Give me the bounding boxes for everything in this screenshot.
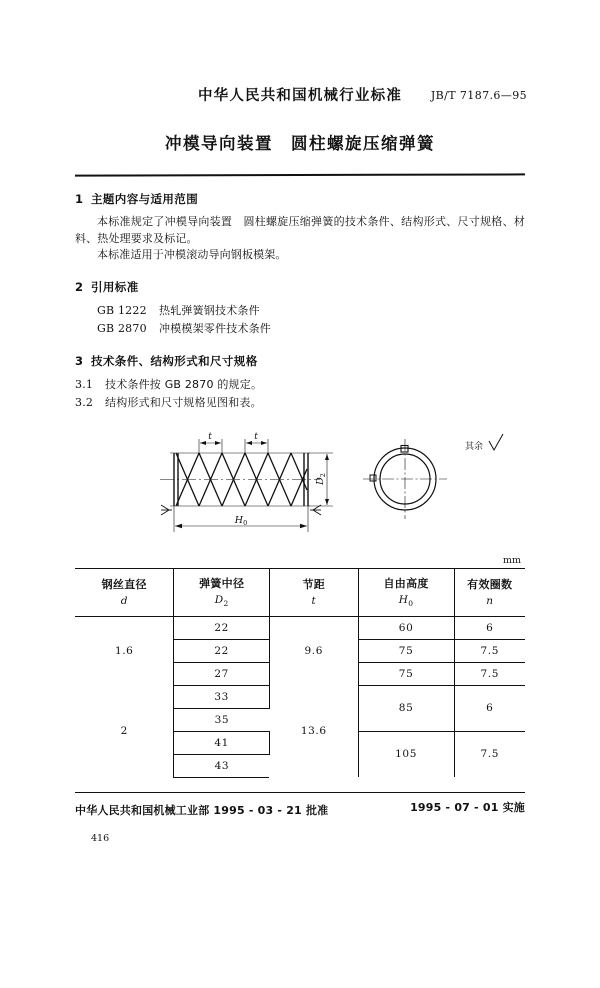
spring-figure xyxy=(75,427,525,545)
cell-free-height: 75 xyxy=(358,662,454,685)
section-3-number: 3 xyxy=(75,353,84,368)
clause-3-1 xyxy=(75,376,525,394)
cell-free-height: 85 xyxy=(358,685,454,731)
cell-active-coils: 7.5 xyxy=(454,639,525,662)
reference-item xyxy=(75,302,525,320)
section-1-number: 1 xyxy=(75,192,84,206)
svg-text:其余: 其余 xyxy=(465,442,484,453)
column-symbol-H0: $H_0$ xyxy=(398,594,414,609)
column-symbol-t: t xyxy=(311,595,317,608)
column-header-pitch: 节距 t xyxy=(269,569,358,616)
svg-text:t: t xyxy=(208,432,212,443)
cell-active-coils: 7.5 xyxy=(480,748,500,761)
cell-free-height: 60 xyxy=(358,616,454,639)
column-symbol-d: d xyxy=(120,595,128,608)
column-header-wire-diameter: 钢丝直径 d xyxy=(75,569,174,616)
table-row xyxy=(75,616,525,639)
cell-pitch: 9.6 xyxy=(269,616,358,685)
section-2-title: 引用标准 xyxy=(91,280,139,295)
reference-title: 冲模模架零件技术条件 xyxy=(159,321,271,335)
cell-mean-diameter: 22 xyxy=(174,639,270,662)
standard-number: JB/T 7187.6—95 xyxy=(430,89,527,102)
document-footer xyxy=(75,792,525,817)
cell-mean-diameter: 33 xyxy=(174,685,270,708)
table-header xyxy=(75,569,525,616)
reference-title: 热轧弹簧钢技术条件 xyxy=(159,304,260,318)
cell-active-coils: 6 xyxy=(454,616,525,639)
cell-mean-diameter: 22 xyxy=(174,616,270,639)
column-header-mean-diameter: 弹簧中径 $D_2$ xyxy=(174,569,270,616)
page-content xyxy=(75,0,525,844)
standard-organization: 中华人民共和国机械行业标准 xyxy=(197,88,403,104)
section-normative-references xyxy=(75,279,525,338)
cell-active-coils: 6 xyxy=(454,685,525,731)
section-technical-requirements xyxy=(75,353,525,412)
clause-3-1-number: 3.1 xyxy=(75,377,94,391)
table-unit-label: mm xyxy=(502,555,521,567)
svg-text:D2: $D_2$ xyxy=(315,473,327,486)
cell-mean-diameter: 41 xyxy=(174,731,270,754)
section-scope xyxy=(75,191,525,264)
clause-3-2-text: 结构形式和尺寸规格见图和表。 xyxy=(105,395,262,409)
column-symbol-n: n xyxy=(486,595,494,608)
table-row xyxy=(75,685,525,708)
column-symbol-D2: $D_2$ xyxy=(214,594,229,609)
approval-statement: 中华人民共和国机械工业部 1995 - 03 - 21 批准 xyxy=(75,803,329,817)
cell-free-height: 75 xyxy=(358,639,454,662)
reference-code: GB 1222 xyxy=(97,304,147,318)
table-header-row xyxy=(75,569,525,616)
surface-roughness-icon xyxy=(489,434,503,450)
page-number: 416 xyxy=(91,832,110,844)
column-header-free-height: 自由高度 $H_0$ xyxy=(358,569,454,616)
section-1-paragraph-2: 本标准适用于冲模滚动导向钢板模架。 xyxy=(97,248,287,262)
clause-3-2-number: 3.2 xyxy=(75,395,94,409)
clause-3-1-text: 技术条件按 GB 2870 的规定。 xyxy=(105,377,263,391)
cell-active-coils: 7.5 xyxy=(454,662,525,685)
svg-text:t: t xyxy=(254,432,258,443)
cell-pitch: 13.6 xyxy=(269,685,358,777)
cell-free-height: 105 xyxy=(358,731,454,777)
specification-table xyxy=(75,568,525,777)
svg-text:H0: $H_0$ xyxy=(234,515,248,528)
surface-roughness-icon xyxy=(310,505,321,515)
implementation-date: 1995 - 07 - 01 实施 xyxy=(410,800,525,814)
cell-wire-diameter: 2 xyxy=(75,685,174,777)
page-title: 冲模导向装置 圆柱螺旋压缩弹簧 xyxy=(165,134,435,153)
column-header-active-coils: 有效圈数 n xyxy=(454,569,525,616)
section-1-heading xyxy=(75,191,525,207)
section-3-heading xyxy=(75,353,525,369)
table-body xyxy=(75,616,525,777)
section-1-title: 主题内容与适用范围 xyxy=(91,192,199,206)
section-1-paragraph-1: 本标准规定了冲模导向装置 圆柱螺旋压缩弹簧的技术条件、结构形式、尺寸规格、材料、热处理要求及标记。 xyxy=(75,215,525,245)
cell-mean-diameter: 43 xyxy=(174,754,270,777)
clause-3-2 xyxy=(75,394,525,412)
section-3-title: 技术条件、结构形式和尺寸规格 xyxy=(91,353,258,368)
reference-item xyxy=(75,320,525,338)
cell-wire-diameter: 1.6 xyxy=(75,616,174,685)
surface-roughness-icon xyxy=(161,505,172,515)
cell-mean-diameter: 35 xyxy=(174,708,270,731)
spring-drawing xyxy=(75,427,525,545)
document-header xyxy=(75,84,525,110)
reference-code: GB 2870 xyxy=(97,321,147,335)
section-2-heading xyxy=(75,279,525,295)
title-divider xyxy=(75,173,525,176)
section-2-number: 2 xyxy=(75,280,84,295)
cell-mean-diameter: 27 xyxy=(174,662,270,685)
